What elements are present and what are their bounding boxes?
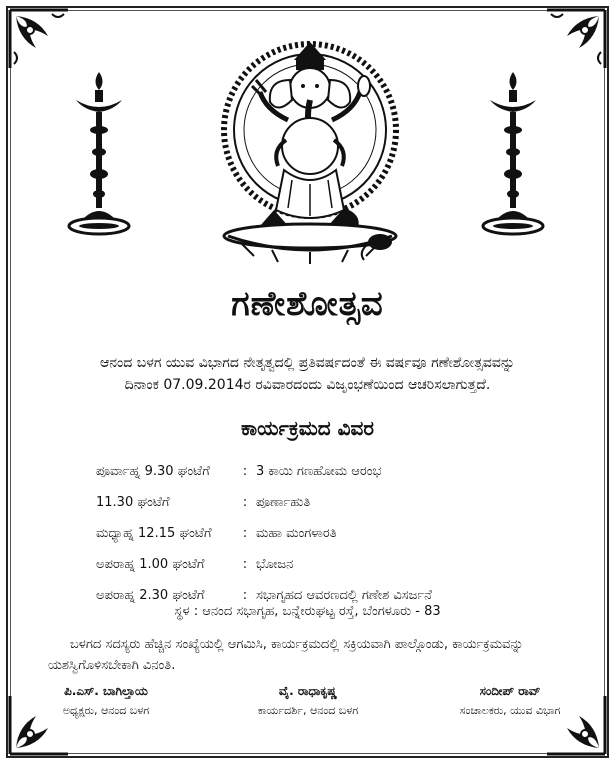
schedule-separator: :	[242, 557, 248, 572]
schedule-event: ಮಹಾ ಮಂಗಳಾರತಿ	[256, 526, 337, 541]
schedule-time: ಪೂರ್ವಾಹ್ನ 9.30 ಘಂಟೆಗೆ	[96, 464, 210, 479]
ganesha-illustration	[212, 30, 408, 264]
signatory-role: ಕಾರ್ಯದರ್ಶಿ, ಆನಂದ ಬಳಗ	[257, 704, 359, 717]
signatory-name: ಸಂದೀಪ್ ರಾವ್	[479, 684, 541, 698]
page-title: ಗಣೇಶೋತ್ಸವ	[231, 284, 384, 324]
schedule-separator: :	[242, 495, 248, 510]
schedule-time: 11.30 ಘಂಟೆಗೆ	[96, 495, 170, 510]
signatory-role: ಅಧ್ಯಕ್ಷರು, ಆನಂದ ಬಳಗ	[62, 704, 150, 717]
schedule-row	[96, 487, 576, 518]
schedule-event: ಸಭಾಗೃಹದ ಆವರಣದಲ್ಲಿ ಗಣೇಶ ವಿಸರ್ಜನೆ	[256, 588, 432, 603]
signatory	[6, 684, 206, 718]
schedule-separator: :	[242, 526, 248, 541]
appeal-paragraph: ಬಳಗದ ಸದಸ್ಯರು ಹೆಚ್ಚಿನ ಸಂಖ್ಯೆಯಲ್ಲಿ ಆಗಮಿಸಿ, ಕಾರ್ಯಕ್ರಮದಲ್ಲಿ ಸಕ್ರಿಯವಾಗಿ ಪಾಲ್ಗೊಂಡು, ಕಾರ್ಯಕ್ರಮವನ್ನು ಯಶಸ್ವಿಗೊಳಿಸಬೇಕಾಗಿ ವಿನಂತಿ.	[48, 637, 524, 673]
schedule-event: 3 ಕಾಯಿ ಗಣಹೋಮ ಆರಂಭ	[256, 464, 382, 479]
signatory	[410, 684, 610, 718]
signatory-role: ಸಂಚಾಲಕರು, ಯುವ ವಿಭಾಗ	[459, 704, 561, 717]
schedule-time: ಅಪರಾಹ್ನ 1.00 ಘಂಟೆಗೆ	[96, 557, 205, 572]
intro-paragraph	[40, 352, 575, 396]
schedule-time: ಅಪರಾಹ್ನ 2.30 ಘಂಟೆಗೆ	[96, 588, 205, 603]
signatory-name: ವೈ. ರಾಧಾಕೃಷ್ಣ	[278, 684, 338, 698]
oil-lamp-icon	[478, 70, 548, 240]
schedule-separator: :	[242, 588, 248, 603]
schedule-event: ಪೂರ್ಣಾಹುತಿ	[256, 495, 311, 510]
intro-line: ದಿನಾಂಕ 07.09.2014ರ ರವಿವಾರದಂದು ವಿಜೃಂಭಣೆಯಿಂದ ಆಚರಿಸಲಾಗುತ್ತದೆ.	[124, 377, 491, 393]
schedule-event: ಭೋಜನ	[256, 557, 294, 572]
schedule-row	[96, 456, 576, 487]
schedule-separator: :	[242, 464, 248, 479]
intro-line: ಆನಂದ ಬಳಗ ಯುವ ವಿಭಾಗದ ನೇತೃತ್ವದಲ್ಲಿ ಪ್ರತಿವರ್ಷದಂತೆ ಈ ವರ್ಷವೂ ಗಣೇಶೋತ್ಸವವನ್ನು	[100, 355, 515, 371]
venue-line: ಸ್ಥಳ : ಆನಂದ ಸಭಾಗೃಹ, ಬನ್ನೇರುಘಟ್ಟ ರಸ್ತೆ, ಬೆಂಗಳೂರು - 83	[174, 604, 441, 619]
signatory	[208, 684, 408, 718]
corner-ornament-icon	[8, 8, 70, 70]
schedule-row	[96, 518, 576, 549]
corner-ornament-icon	[545, 8, 607, 70]
schedule-time: ಮಧ್ಯಾಹ್ನ 12.15 ಘಂಟೆಗೆ	[96, 526, 212, 541]
oil-lamp-icon	[64, 70, 134, 240]
schedule-list	[96, 456, 576, 611]
program-details-heading: ಕಾರ್ಯಕ್ರಮದ ವಿವರ	[241, 416, 374, 440]
schedule-row	[96, 549, 576, 580]
signatory-name: ಪಿ.ಎಸ್. ಬಾಗಿಲ್ತಾಯ	[64, 684, 148, 698]
